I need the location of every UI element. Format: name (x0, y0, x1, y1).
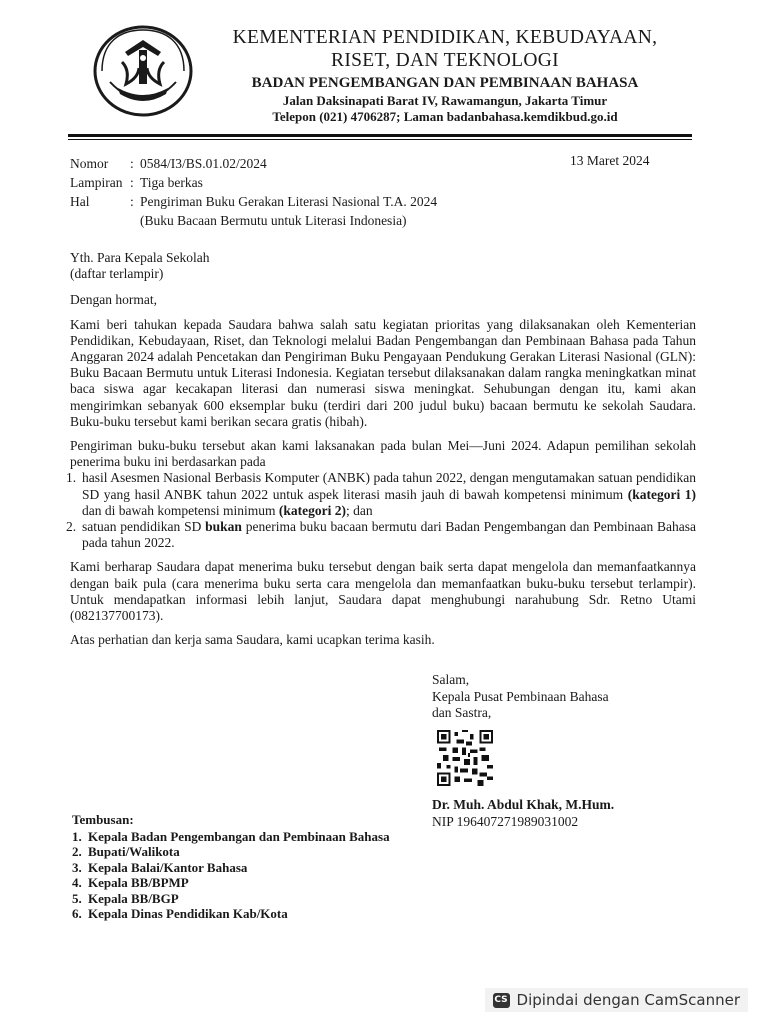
letterhead-rule-thick (68, 134, 692, 137)
signer-title-line2: dan Sastra, (432, 705, 492, 720)
signer-block (432, 797, 614, 830)
paragraph-3: Kami berharap Saudara dapat menerima buku tersebut dengan baik serta dapat mengelola dan memanfaatkannya dengan baik pula (cara menerima buku serta cara mengelola dan memanfaatkan buku-buku tersebut terlampir). Untuk mendapatkan informasi lebih lanjut, Saudara dapat menghubungi narahubung Sdr. Retno Utami (082137700173). (70, 559, 696, 624)
tembusan-item: 6. Kepala Dinas Pendidikan Kab/Kota (72, 906, 288, 921)
colon: : (130, 175, 134, 190)
item-text: hasil Asesmen Nasional Berbasis Komputer (ANBK) pada tahun 2022, dengan mengutamakan satuan pendidikan SD yang hasil ANBK tahun 2022 untuk aspek literasi masih jauh di bawah kompetensi minimum (kategori 1) dan di bawah kompetensi minimum (kategori 2); dan (82, 470, 696, 518)
tembusan-list (72, 829, 390, 922)
ministry-name-line2: RISET, DAN TEKNOLOGI (331, 50, 559, 71)
closing-paragraph: Atas perhatian dan kerja sama Saudara, kami ucapkan terima kasih. (70, 632, 435, 648)
criteria-item-2 (66, 519, 696, 551)
tembusan-item: 2. Bupati/Walikota (72, 844, 180, 859)
tembusan-heading: Tembusan: (72, 812, 134, 827)
qr-code-signature (436, 730, 494, 786)
letter-date: 13 Maret 2024 (570, 153, 650, 168)
signer-title-line1: Kepala Pusat Pembinaan Bahasa (432, 688, 609, 704)
hal-label: Hal (70, 194, 90, 209)
hal-line1: Pengiriman Buku Gerakan Literasi Nasional T.A. 2024 (140, 194, 438, 209)
criteria-list (66, 470, 696, 551)
camscanner-logo-icon: CS (493, 993, 510, 1008)
ministry-name-line1: KEMENTERIAN PENDIDIKAN, KEBUDAYAAN, (232, 27, 658, 48)
agency-address: Jalan Daksinapati Barat IV, Rawamangun, Jakarta Timur (282, 93, 608, 108)
letter-meta (70, 154, 437, 230)
colon: : (130, 194, 134, 209)
letter-body (66, 250, 696, 648)
nomor-value: 0584/I3/BS.01.02/2024 (140, 156, 267, 171)
tembusan-item: 1. Kepala Badan Pengembangan dan Pembinaan Bahasa (72, 828, 390, 844)
recipient-line2: (daftar terlampir) (70, 266, 164, 282)
meta-hal (70, 192, 437, 230)
meta-nomor (70, 154, 437, 173)
agency-contact: Telepon (021) 4706287; Laman badanbahasa.kemdikbud.go.id (272, 109, 618, 124)
signature-block (432, 672, 609, 722)
criteria-item-1 (66, 470, 696, 519)
colon: : (130, 156, 134, 171)
salam: Salam, (432, 672, 470, 687)
nomor-label: Nomor (70, 156, 109, 171)
tembusan-item: 3. Kepala Balai/Kantor Bahasa (72, 859, 248, 875)
recipient-line1: Yth. Para Kepala Sekolah (70, 250, 210, 265)
meta-lampiran (70, 173, 437, 192)
item-number: 1. (66, 470, 77, 486)
lampiran-label: Lampiran (70, 175, 123, 190)
signer-nip: NIP 196407271989031002 (432, 813, 579, 829)
item-number: 2. (66, 519, 77, 535)
paragraph-1: Kami beri tahukan kepada Saudara bahwa salah satu kegiatan prioritas yang dilaksanakan oleh Kementerian Pendidikan, Kebudayaan, Riset, dan Teknologi melalui Badan Pengembangan dan Pembinaan Bahasa pada Tahun Anggaran 2024 adalah Pencetakan dan Pengiriman Buku Pengayaan Pendukung Gerakan Literasi Nasional (GLN): Buku Bacaan Bermutu untuk Literasi Indonesia. Kegiatan tersebut dilaksanakan dalam rangka meningkatkan minat baca siswa agar kecakapan literasi dan numerasi siswa meningkat. Sehubungan dengan itu, kami akan mengirimkan sebanyak 600 eksemplar buku (terdiri dari 200 judul buku) bacaan bermutu ke sekolah Saudara. Buku-buku tersebut kami berikan secara gratis (hibah). (70, 316, 696, 429)
hal-value (140, 192, 437, 230)
hal-line2: (Buku Bacaan Bermutu untuk Literasi Indonesia) (140, 213, 407, 228)
tembusan-item: 5. Kepala BB/BGP (72, 890, 179, 906)
lampiran-value: Tiga berkas (140, 175, 203, 190)
signer-name: Dr. Muh. Abdul Khak, M.Hum. (432, 797, 615, 812)
camscanner-text: Dipindai dengan CamScanner (516, 991, 740, 1009)
paragraph-2: Pengiriman buku-buku tersebut akan kami laksanakan pada bulan Mei—Juni 2024. Adapun pemilihan sekolah penerima buku ini berdasarkan pada (70, 438, 696, 470)
letterhead-rule-thin (68, 139, 692, 140)
camscanner-watermark (485, 988, 748, 1012)
item-text: satuan pendidikan SD bukan penerima buku bacaan bermutu dari Badan Pengembangan dan Pembinaan Bahasa pada tahun 2022. (82, 519, 696, 551)
agency-name: BADAN PENGEMBANGAN DAN PEMBINAAN BAHASA (251, 75, 639, 91)
tut-wuri-handayani-logo (90, 22, 196, 120)
tembusan-block (72, 812, 390, 922)
letterhead (210, 26, 680, 125)
greeting: Dengan hormat, (70, 292, 157, 308)
tembusan-item: 4. Kepala BB/BPMP (72, 875, 189, 890)
